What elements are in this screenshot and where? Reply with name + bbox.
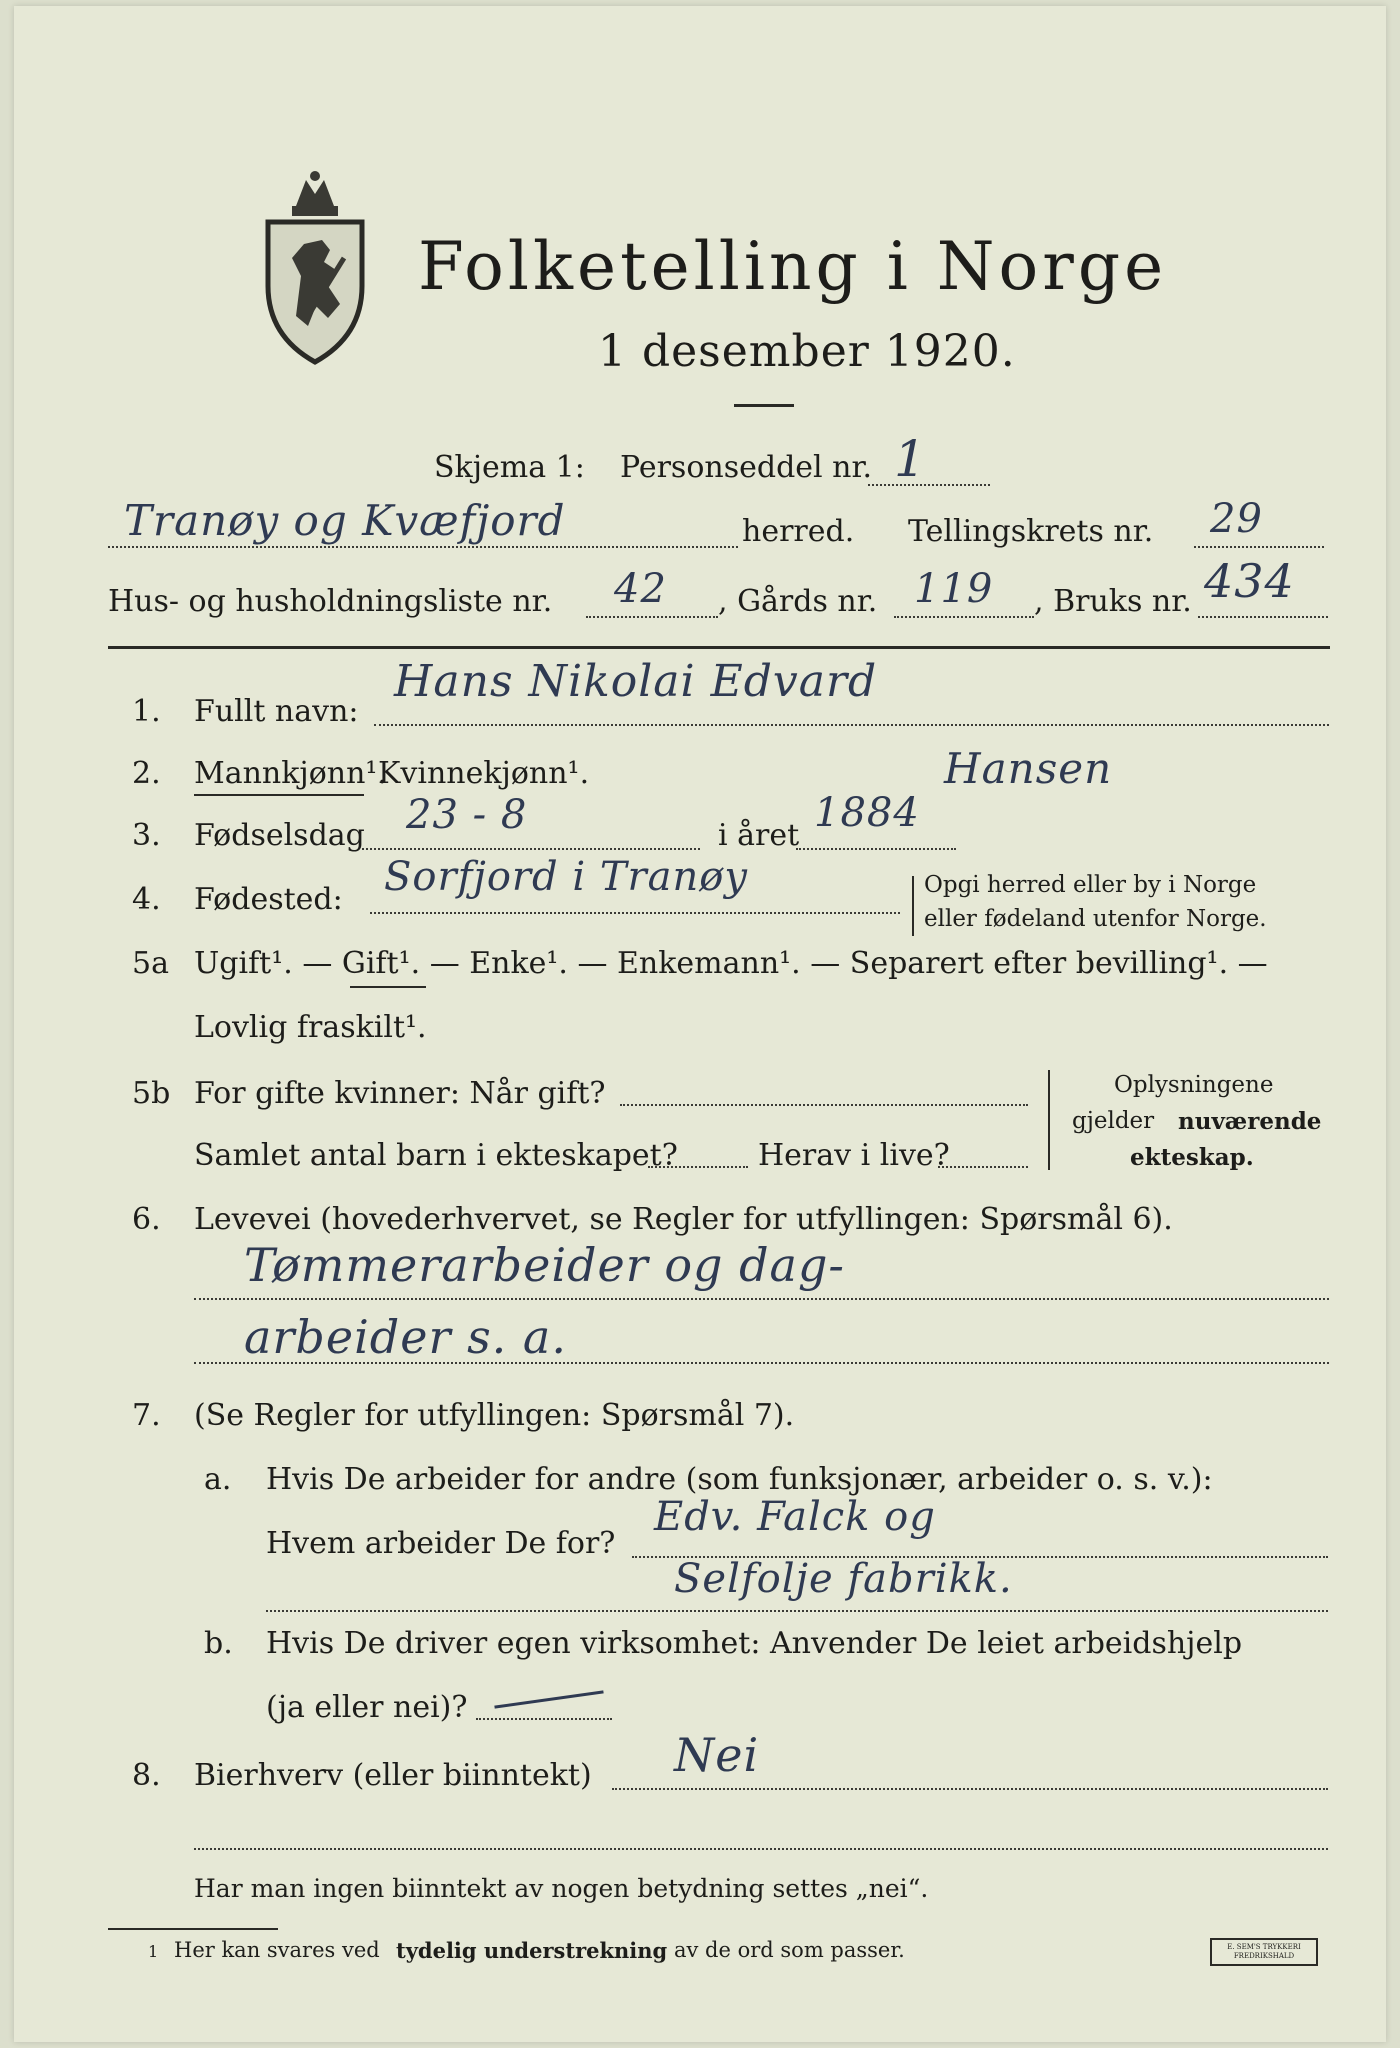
q6-line1 <box>194 1298 1329 1300</box>
printer-stamp: E. SEM'S TRYKKERI FREDRIKSHALD <box>1210 1938 1318 1966</box>
q3-year-label: i året <box>718 818 800 853</box>
personseddel-value[interactable]: 1 <box>894 430 927 488</box>
q3-line <box>362 848 700 850</box>
q5b-note-line1: Oplysningene <box>1114 1072 1274 1098</box>
q8-label: Bierhverv (eller biinntekt) <box>194 1758 592 1793</box>
herred-line <box>108 546 738 548</box>
q7a-line1: Hvis De arbeider for andre (som funksjonær, arbeider o. s. v.): <box>266 1462 1213 1497</box>
q4-note-line1: Opgi herred eller by i Norge <box>924 872 1257 898</box>
footnote-text-a: Her kan svares ved <box>174 1938 380 1962</box>
q6-number: 6. <box>132 1202 161 1237</box>
q4-number: 4. <box>132 882 161 917</box>
q1-value[interactable]: Hans Nikolai Edvard <box>394 656 878 707</box>
q2-female[interactable]: Kvinnekjønn¹. <box>378 756 590 791</box>
footer-note: Har man ingen biinntekt av nogen betydning settes „nei“. <box>194 1874 929 1903</box>
q7a-value-line2[interactable]: Selfolje fabrikk. <box>674 1556 1013 1602</box>
q3-label: Fødselsdag <box>194 818 365 853</box>
census-form-page <box>14 6 1386 2042</box>
q5b-children-line <box>648 1166 748 1168</box>
q3-year-value[interactable]: 1884 <box>814 790 920 836</box>
q1-number: 1. <box>132 694 161 729</box>
norway-coat-of-arms-icon <box>256 166 374 366</box>
q1-value-surname[interactable]: Hansen <box>944 744 1113 793</box>
herred-value[interactable]: Tranøy og Kvæfjord <box>124 496 566 545</box>
header-rule <box>108 646 1330 649</box>
q7a-line2-field <box>266 1610 1328 1612</box>
q4-label: Fødested: <box>194 882 343 917</box>
hus-label: Hus- og husholdningsliste nr. <box>108 584 553 619</box>
footnote-text-b: tydelig understrekning <box>396 1938 668 1963</box>
herred-label: herred. <box>742 514 855 549</box>
bruks-value[interactable]: 434 <box>1204 554 1295 608</box>
hus-value[interactable]: 42 <box>614 566 667 612</box>
q5a-options-line2[interactable]: Lovlig fraskilt¹. <box>194 1010 427 1045</box>
form-title: Folketelling i Norge <box>418 228 1168 305</box>
q2-number: 2. <box>132 756 161 791</box>
q7a-letter: a. <box>204 1462 232 1497</box>
q4-value[interactable]: Sorfjord i Tranøy <box>384 854 748 900</box>
q6-label: Levevei (hovederhvervet, se Regler for utfyllingen: Spørsmål 6). <box>194 1202 1173 1237</box>
q2-male-underline <box>194 794 364 796</box>
personseddel-label: Personseddel nr. <box>620 450 873 485</box>
footnote-rule <box>108 1928 278 1930</box>
title-divider <box>734 404 794 407</box>
q8-number: 8. <box>132 1758 161 1793</box>
q8-line1 <box>612 1788 1328 1790</box>
q6-value-line1[interactable]: Tømmerarbeider og dag- <box>244 1238 845 1292</box>
q7a-label: Hvem arbeider De for? <box>266 1526 616 1561</box>
q4-note-line2: eller fødeland utenfor Norge. <box>924 906 1267 932</box>
q5b-children-label: Samlet antal barn i ekteskapet? <box>194 1138 678 1173</box>
q7a-value-line1[interactable]: Edv. Falck og <box>654 1494 936 1540</box>
footnote-mark: 1 <box>148 1942 159 1961</box>
q7b-field <box>476 1718 612 1720</box>
tellingskrets-value[interactable]: 29 <box>1210 496 1263 542</box>
tellingskrets-line <box>1194 546 1324 548</box>
q1-line <box>374 724 1329 726</box>
gards-label: , Gårds nr. <box>718 584 878 619</box>
q5b-note-line3: ekteskap. <box>1130 1144 1254 1171</box>
q5b-note-line2b: nuværende <box>1178 1108 1322 1135</box>
gards-line <box>894 616 1034 618</box>
q7-label: (Se Regler for utfyllingen: Spørsmål 7). <box>194 1398 795 1433</box>
q5a-number: 5a <box>132 946 169 981</box>
q7b-dash-mark <box>494 1690 603 1708</box>
q8-value[interactable]: Nei <box>674 1728 760 1782</box>
q7b-label: (ja eller nei)? <box>266 1690 468 1725</box>
q5b-number: 5b <box>132 1076 171 1111</box>
q4-line <box>370 912 900 914</box>
q5b-label: For gifte kvinner: Når gift? <box>194 1076 606 1111</box>
tellingskrets-label: Tellingskrets nr. <box>908 514 1154 549</box>
q3-number: 3. <box>132 818 161 853</box>
q7-number: 7. <box>132 1398 161 1433</box>
q7b-letter: b. <box>204 1626 233 1661</box>
q1-label: Fullt navn: <box>194 694 359 729</box>
q3-value[interactable]: 23 - 8 <box>406 792 528 838</box>
bruks-line <box>1198 616 1328 618</box>
q5a-gift-underline <box>350 986 426 988</box>
gards-value[interactable]: 119 <box>914 566 994 612</box>
personseddel-line <box>868 484 990 486</box>
q5b-married-line <box>620 1104 1028 1106</box>
q5b-alive-line <box>938 1166 1028 1168</box>
q4-brace <box>912 876 914 936</box>
q6-value-line2[interactable]: arbeider s. a. <box>244 1310 567 1364</box>
q7b-line1: Hvis De driver egen virksomhet: Anvender De leiet arbeidshjelp <box>266 1626 1243 1661</box>
q5b-note-line2a: gjelder <box>1072 1108 1155 1134</box>
q5a-options[interactable]: Ugift¹. — Gift¹. — Enke¹. — Enkemann¹. — Separert efter bevilling¹. — <box>194 946 1268 981</box>
q5b-brace <box>1048 1070 1050 1170</box>
bruks-label: , Bruks nr. <box>1034 584 1192 619</box>
q2-male[interactable]: Mannkjønn¹. <box>194 756 387 791</box>
q5b-alive-label: Herav i live? <box>758 1138 950 1173</box>
q8-line2 <box>194 1848 1328 1850</box>
footnote-text-c: av de ord som passer. <box>674 1938 905 1962</box>
q3-year-line <box>796 848 956 850</box>
form-date: 1 desember 1920. <box>598 326 1016 377</box>
hus-line <box>586 616 718 618</box>
skjema-label: Skjema 1: <box>434 450 585 485</box>
